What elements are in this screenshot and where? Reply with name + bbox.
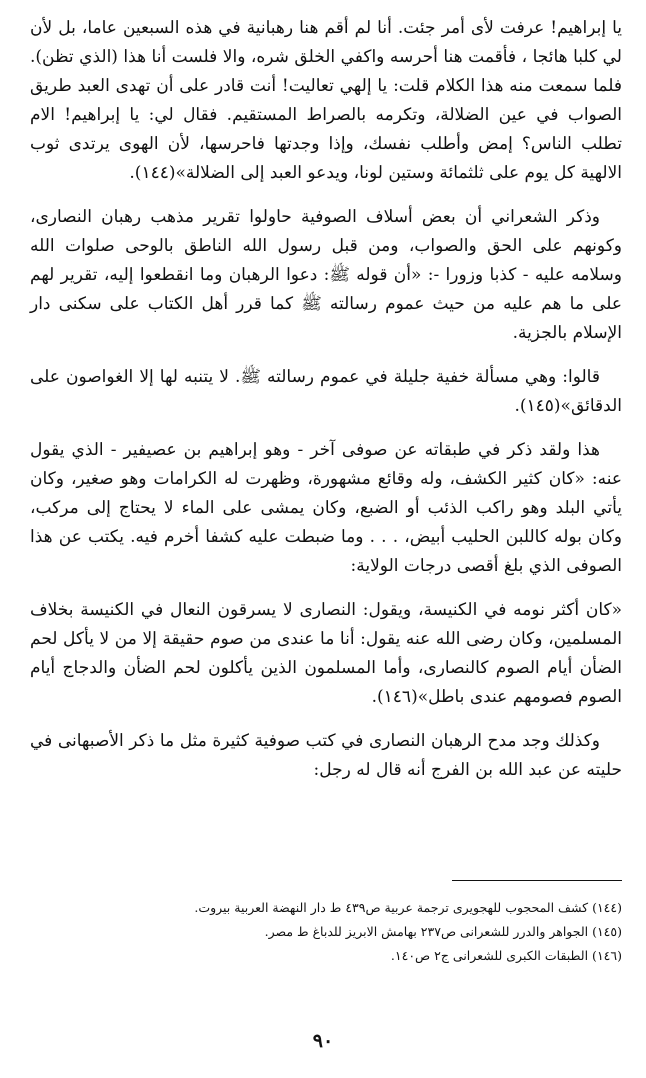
footnote-145: (١٤٥) الجواهر والدرر للشعرانى ص٢٣٧ بهامش الابريز للدباغ ط مصر. bbox=[264, 924, 622, 939]
footnotes bbox=[30, 896, 622, 968]
paragraph-3: قالوا: وهي مسألة خفية جليلة في عموم رسالته ﷺ. لا يتنبه لها إلا الغواصون على الدقائق»(١٤٥). bbox=[30, 367, 622, 416]
paragraph-4: هذا ولقد ذكر في طبقاته عن صوفى آخر - وهو إبراهيم بن عصيفير - الذي يقول عنه: «كان كثير الكشف، وله وقائع مشهورة، وظهرت له الكرامات وهو صغير، وكان يأتي البلد وهو راكب الذئب أو الضبع، وكان يمشى على الماء لا يحتاج إلى مركب، وكان بوله كاللبن الحليب أبيض، . . . وما ضبطت عليه كشفا أخرم فيه. يكتب عن هذا الصوفى الذي بلغ أقصى درجات الولاية: bbox=[30, 440, 622, 576]
footnote-144: (١٤٤) كشف المحجوب للهجويرى ترجمة عربية ص٤٣٩ ط دار النهضة العربية بيروت. bbox=[194, 900, 622, 915]
paragraph-2: وذكر الشعراني أن بعض أسلاف الصوفية حاولوا تقرير مذهب رهبان النصارى، وكونهم على الحق والصواب، ومن قبل رسول الله الناطق بالوحى صلوات الله وسلامه عليه - كذبا وزورا -: «أن قوله ﷺ: دعوا الرهبان وما انقطعوا إليه، تقرير لهم على ما هم عليه من حيث عموم رسالته ﷺ كما قرر أهل الكتاب على سكنى دار الإسلام بالجزية. bbox=[30, 207, 622, 343]
footnote-divider bbox=[452, 880, 622, 881]
paragraph-5: «كان أكثر نومه في الكنيسة، ويقول: النصارى لا يسرقون النعال في الكنيسة بخلاف المسلمين، وكان رضى الله عنه يقول: أنا ما عندى من صوم حقيقة إلا من لا يأكل لحم الضأن أيام الصوم كالنصارى، وأما المسلمون الذين يأكلون لحم الضأن والدجاج أيام الصوم فصومهم عندى باطل»(١٤٦). bbox=[30, 600, 622, 707]
page-number: ٩٠ bbox=[312, 1030, 334, 1052]
footnote-146: (١٤٦) الطبقات الكبرى للشعرانى ج٢ ص١٤٠. bbox=[390, 948, 622, 963]
paragraph-1: يا إبراهيم! عرفت لأى أمر جئت. أنا لم أقم هنا رهبانية في هذه السبعين عاما، بل لأن لي كلبا هائجا ، فأقمت هنا أحرسه واكفي الخلق شره، والا فلست أنا هذا (الذي تظن). فلما سمعت منه هذا الكلام قلت: يا إلهي تعاليت! أنت قادر على أن تهدى العبد طريق الصواب في عين الضلالة، وتكرمه بالصراط المستقيم. فقال لي: يا إبراهيم! الام تطلب الناس؟ إمض وأطلب نفسك، وإذا وجدتها فاحرسها، لأن الهوى يرتدى ثوب الالهية كل يوم على ثلثمائة وستين لونا، ويدعو العبد إلى الضلالة»(١٤٤). bbox=[30, 18, 622, 183]
body-text bbox=[30, 14, 622, 800]
paragraph-6: وكذلك وجد مدح الرهبان النصارى في كتب صوفية كثيرة مثل ما ذكر الأصبهانى في حليته عن عبد الله بن الفرج أنه قال له رجل: bbox=[30, 731, 622, 780]
